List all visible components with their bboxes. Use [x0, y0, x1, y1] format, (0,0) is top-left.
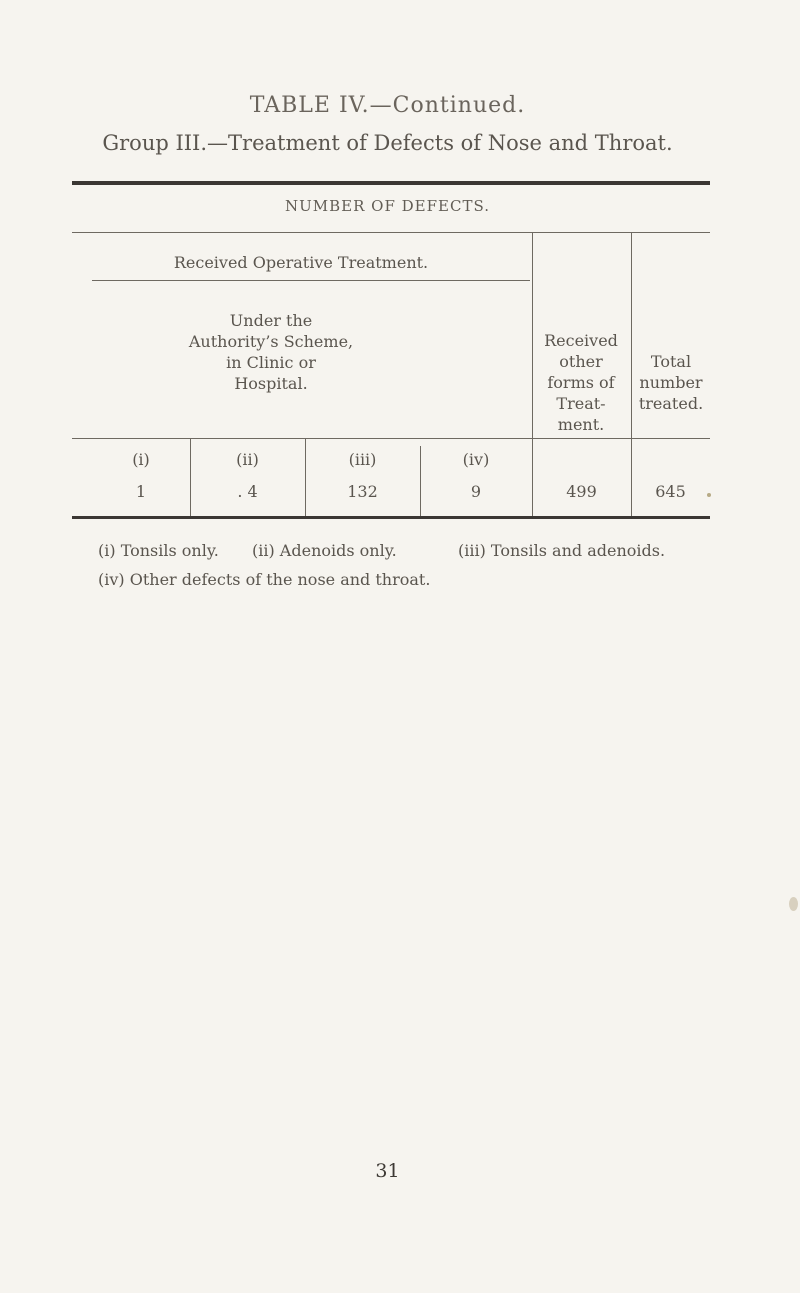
operative-header-rule [92, 280, 530, 281]
header-top-rule [72, 232, 710, 233]
value-other-defects: 9 [470, 482, 482, 501]
subcolumn-iii: (iii) [348, 450, 377, 469]
divider-operative-other [532, 232, 533, 516]
other-forms-header: Received other forms of Treat- ment. [544, 331, 618, 434]
value-total-treated: 645 [655, 482, 686, 501]
subcolumn-rule [72, 438, 710, 439]
paper-speck [789, 897, 798, 911]
total-treated-header: Total number treated. [638, 352, 704, 413]
page-number: 31 [375, 1160, 400, 1182]
value-adenoids-only: . 4 [237, 482, 258, 501]
operative-treatment-header: Received Operative Treatment. [173, 253, 429, 272]
value-tonsils-only: 1 [135, 482, 147, 501]
subcolumn-iv: (iv) [462, 450, 490, 469]
value-tonsils-and-adenoids: 132 [347, 482, 378, 501]
note-tonsils-only: (i) Tonsils only. [98, 541, 219, 560]
scheme-header: Under the Authority’s Scheme, in Clinic or Hospital. [188, 311, 354, 393]
paper-speck [707, 493, 711, 497]
divider-other-total [631, 232, 632, 516]
subcolumn-i: (i) [132, 450, 150, 469]
table-title: TABLE IV.—Continued. [249, 93, 526, 118]
table-heading: NUMBER OF DEFECTS. [285, 197, 490, 215]
top-heavy-rule [72, 181, 710, 185]
value-other-forms: 499 [566, 482, 597, 501]
note-other-defects: (iv) Other defects of the nose and throat. [98, 570, 431, 589]
note-adenoids-only: (ii) Adenoids only. [252, 541, 397, 560]
bottom-heavy-rule [72, 516, 710, 519]
table-subtitle: Group III.—Treatment of Defects of Nose and Throat. [102, 131, 673, 155]
note-tonsils-and-adenoids: (iii) Tonsils and adenoids. [458, 541, 666, 560]
subcolumn-ii: (ii) [236, 450, 259, 469]
